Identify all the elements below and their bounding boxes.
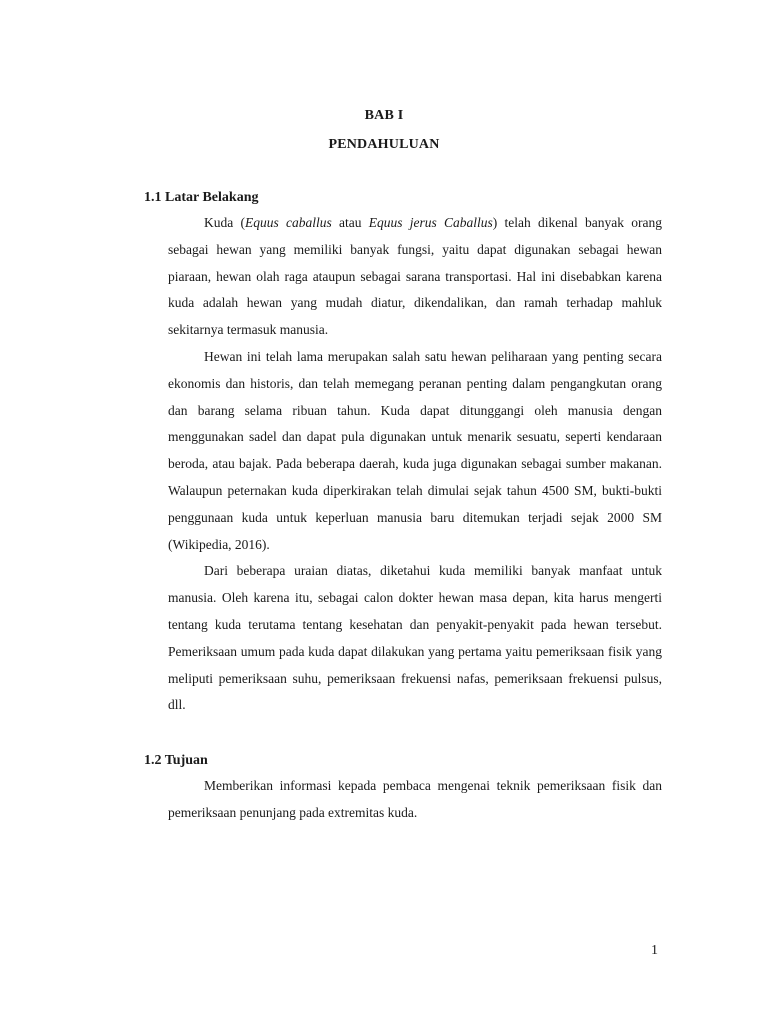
paragraph-text: atau [331, 215, 369, 230]
paragraph-text: Memberikan informasi kepada pembaca mengenai teknik pemeriksaan fisik dan pemeriksaan penunjang pada extremitas kuda. [168, 778, 662, 820]
paragraph [168, 344, 662, 558]
paragraph [168, 558, 662, 719]
paragraph [168, 210, 662, 344]
section-body-tujuan [168, 773, 662, 827]
paragraph-text: Kuda ( [204, 215, 245, 230]
section-heading-tujuan: 1.2 Tujuan [144, 753, 208, 768]
paragraph-text: ) telah dikenal banyak orang sebagai hewan yang memiliki banyak fungsi, yaitu dapat digunakan sebagai hewan piaraan, hewan olah raga ataupun sebagai sarana transportasi. Hal ini disebabkan karena kuda adalah hewan yang mudah diatur, dikendalikan, dan ramah terhadap mahluk sekitarnya termasuk manusia. [168, 215, 662, 338]
section-heading-latar-belakang: 1.1 Latar Belakang [144, 190, 259, 205]
italic-term: Equus jerus Caballus [368, 215, 493, 230]
chapter-title: PENDAHULUAN [328, 137, 440, 152]
section-body-latar-belakang [168, 210, 662, 719]
chapter-number: BAB I [364, 108, 404, 123]
paragraph-text: Hewan ini telah lama merupakan salah satu hewan peliharaan yang penting secara ekonomis dan historis, dan telah memegang peranan penting dalam pengangkutan orang dan barang selama ribuan tahun. Kuda dapat ditunggangi oleh manusia dengan menggunakan sadel dan dapat pula digunakan untuk menarik sesuatu, seperti kendaraan beroda, atau bajak. Pada beberapa daerah, kuda juga digunakan sebagai sumber makanan. Walaupun peternakan kuda diperkirakan telah dimulai sejak tahun 4500 SM, bukti-bukti penggunaan kuda untuk keperluan manusia baru ditemukan terjadi sejak 2000 SM (Wikipedia, 2016). [168, 348, 662, 552]
paragraph-text: Dari beberapa uraian diatas, diketahui kuda memiliki banyak manfaat untuk manusia. Oleh karena itu, sebagai calon dokter hewan masa depan, kita harus mengerti tentang kuda terutama tentang kesehatan dan penyakit-penyakit pada hewan tersebut. Pemeriksaan umum pada kuda dapat dilakukan yang pertama yaitu pemeriksaan fisik yang meliputi pemeriksaan suhu, pemeriksaan frekuensi nafas, pemeriksaan frekuensi pulsus, dll. [168, 563, 662, 713]
page-number: 1 [651, 943, 658, 958]
paragraph [168, 773, 662, 827]
italic-term: Equus caballus [245, 215, 332, 230]
